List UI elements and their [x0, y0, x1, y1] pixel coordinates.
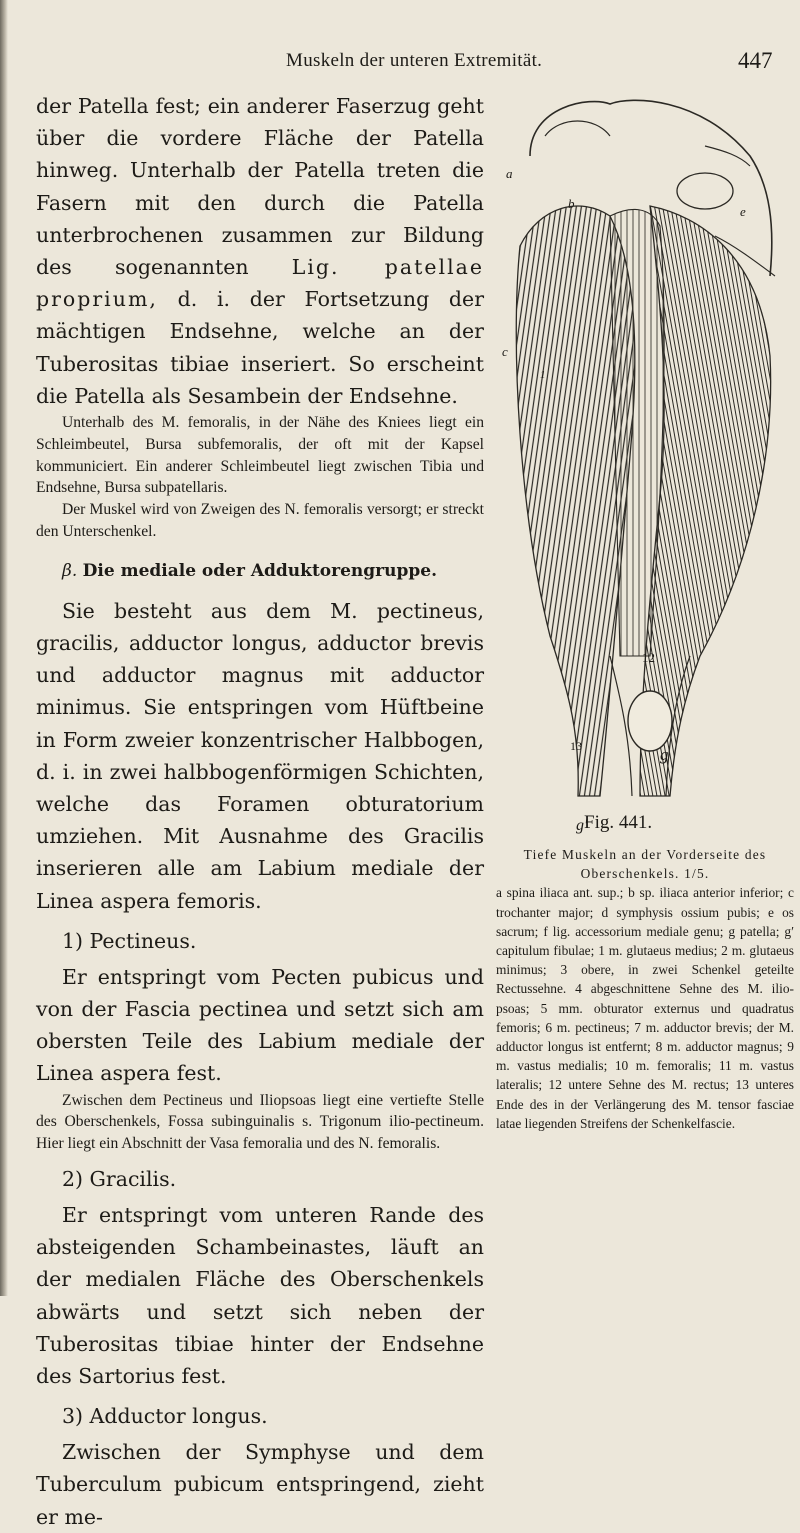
paragraph-gracilis: Er entspringt vom unteren Rande des absteigenden Schambeinastes, läuft an der medialen Fläche des Oberschenkels abwärts und setzt sich neben der Tuberositas tibiae hinter der Endsehne des Sartorius fest. [36, 1203, 484, 1389]
subheading-gracilis: 2) Gracilis. [62, 1167, 177, 1192]
paragraph-text: der Patella fest; ein anderer Faserzug geht über die vordere Fläche der Patella hinweg. Unterhalb der Patella treten die Fasern mit den durch die Patella unterbrochenen zusammen zur Bildung des sogenannten [36, 94, 484, 280]
paragraph-adductor-longus: Zwischen der Symphyse und dem Tuberculum pubicum entspringend, zieht er me- [36, 1440, 484, 1529]
label-b: b [568, 196, 575, 211]
main-text-column [36, 90, 484, 1533]
note-innervation: Der Muskel wird von Zweigen des N. femoralis versorgt; er streckt den Unterschenkel. [36, 501, 484, 541]
paragraph-patella [36, 90, 484, 412]
note-bursa: Unterhalb des M. femoralis, in der Nähe des Kniees liegt ein Schleimbeutel, Bursa subfemoralis, der oft mit der Kapsel kommuniciert. Ein anderer Schleimbeutel liegt zwischen Tibia und Endsehne, Bursa subpatellaris. [36, 414, 484, 497]
subheading-adductor-longus: 3) Adductor longus. [62, 1404, 268, 1429]
label-g: g [660, 745, 669, 764]
paragraph-text: Sie besteht aus dem M. pectineus, gracilis, adductor longus, adductor brevis und adductor magnus mit adductor minimus. Sie entspringen vom Hüftbeine in Form zweier konzentrischer Halbbogen, d. i. in zwei halbbogenförmigen Schichten, welche das Foramen obturatorium umziehen. Mit Ausnahme des Gracilis inserieren alle am [36, 598, 484, 881]
section-greek-letter: β. [62, 560, 78, 581]
ligament-term: Lig. patellae proprium, [36, 255, 484, 312]
section-heading [36, 561, 484, 581]
labium-term: Labium mediale der Linea aspera femoris. [36, 856, 484, 913]
femur-head [677, 173, 733, 209]
label-12: 12 [642, 650, 655, 665]
caption-body: a spina iliaca ant. sup.; b sp. iliaca anterior inferior; c trochanter major; d symphysis ossium pubis; e os sacrum; f lig. accessorium mediale genu; g patella; g′ capitulum fibulae; 1 m. glutaeus medius; 2 m. glutaeus minimus; 3 obere, in zwei Schenkel geteilte Rectussehne. 4 abgeschnittene Sehne des M. ilio-psoas; 5 mm. obturator externus und quadratus femoris; 6 m. pectineus; 7 m. adductor brevis; der M. adductor longus ist entfernt; 8 m. adductor magnus; 9 m. vastus medialis; 10 m. femoralis; 11 m. vastus lateralis; 12 untere Sehne des M. rectus; 13 unteres Ende des in der Verlängerung des M. tensor fasciae latae liegenden Streifens der Schenkelfascie. [496, 885, 794, 1131]
label-e: e [740, 204, 746, 219]
page-header [0, 50, 800, 80]
paragraph-adductors [36, 595, 484, 917]
figure-number: Fig. 441. [584, 812, 653, 833]
label-gprime: g′ [576, 817, 588, 834]
paragraph-text-end: d. i. der Fortsetzung der mächtigen Endsehne, welche an der Tuberositas tibiae inseriert. So erscheint die Patella als Sesambein der Endsehne. [36, 287, 484, 408]
label-13: 13 [570, 739, 582, 753]
subheading-pectineus: 1) Pectineus. [62, 928, 197, 953]
note-fossa: Zwischen dem Pectineus und Iliopsoas liegt eine vertiefte Stelle des Oberschenkels, Fossa subinguinalis s. Trigonum ilio-pectineum. Hier liegt ein Abschnitt der Vasa femoralia und des N. femoralis. [36, 1091, 484, 1153]
paragraph-pectineus: Er entspringt vom Pecten pubicus und von der Fascia pectinea und setzt sich am obersten Teile des Labium mediale der Linea aspera fest. [36, 964, 484, 1086]
figure-caption [496, 845, 794, 1133]
label-c: c [502, 344, 508, 359]
page-number: 447 [738, 48, 773, 73]
book-binding-edge [0, 0, 8, 1296]
running-title: Muskeln der unteren Extremität. [286, 50, 543, 71]
caption-title: Tiefe Muskeln an der Vorderseite des Oberschenkels. 1/5. [523, 847, 767, 882]
label-1: 1 [540, 369, 546, 381]
section-title: Die mediale oder Adduktorengruppe. [82, 560, 437, 581]
label-a: a [506, 166, 513, 181]
patella [628, 691, 672, 751]
